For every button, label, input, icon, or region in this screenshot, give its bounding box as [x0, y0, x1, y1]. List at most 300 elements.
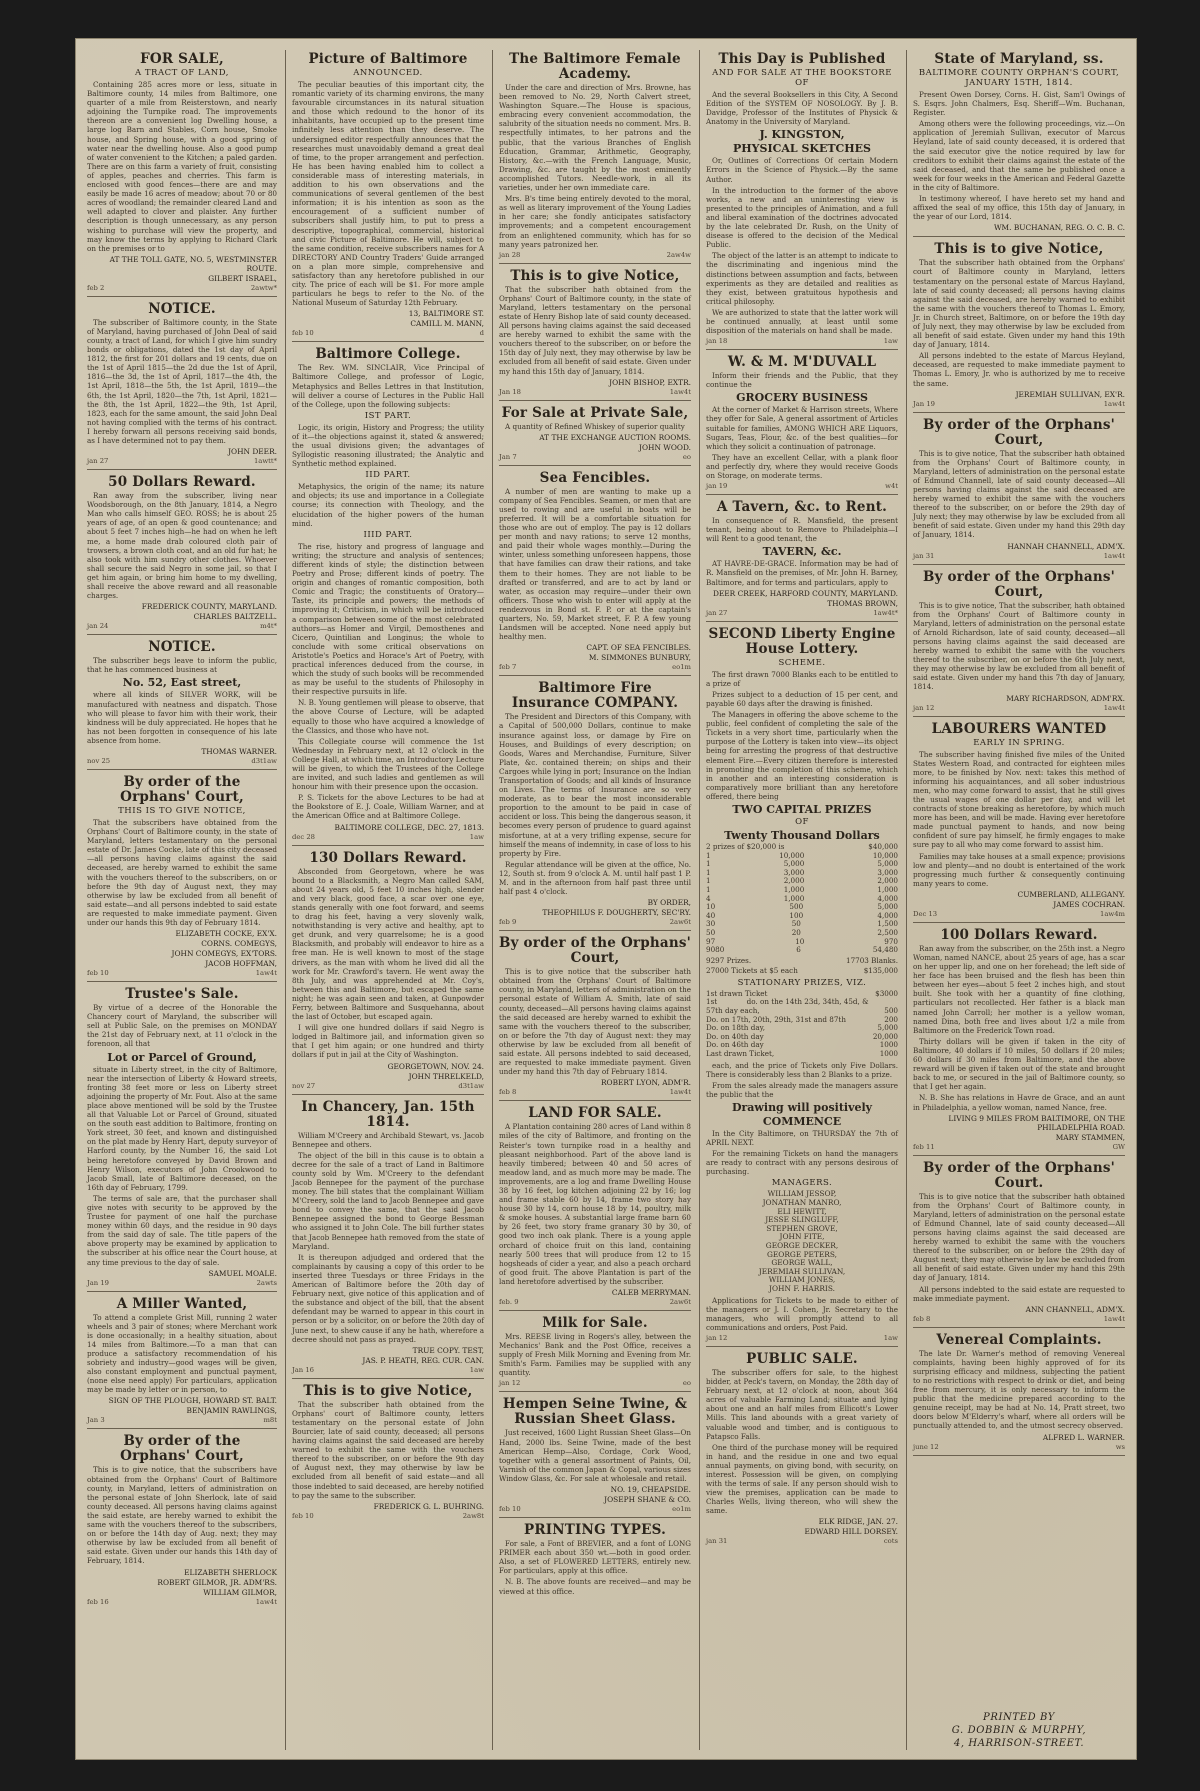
- advertisement: [499, 406, 691, 466]
- ad-signature: JOHN WOOD.: [638, 442, 691, 452]
- ad-date: jan 12: [913, 703, 935, 712]
- ad-insertion-code: 1aw4t: [1103, 1314, 1125, 1323]
- ad-title: Hempen Seine Twine, & Russian Sheet Glass.: [502, 1396, 688, 1428]
- manager-name: ELI HEWITT,: [777, 1206, 827, 1216]
- ad-insertion-code: 1aw4t: [669, 387, 691, 396]
- ad-insertion-code: 1aw4t: [1103, 551, 1125, 560]
- ad-date: Jan 7: [499, 452, 517, 461]
- scheme-cell: 1st drawn Ticket: [706, 988, 768, 998]
- scheme-cell: 970: [884, 936, 898, 946]
- ad-body-text: That the subscriber hath obtained from the Orphans' court of Baltimore county in Maryland, letters testamentary on the personal estate of Marcus Hayland, late of said county deceased; all persons having claims against the said deceased, are hereby warned to exhibit the same with the vouchers thereof to Thomas L. Emory, Jr. in Church street, Baltimore, on or before the 19th day of July next, they may otherwise by law be excluded from all benefit of said estate. Given under my hand this 19th day of January, 1814.: [913, 258, 1125, 350]
- scheme-cell: 1: [706, 884, 711, 894]
- ad-body-text: All persons indebted to the said estate are requested to make immediate payment.: [913, 1284, 1125, 1303]
- ad-signature: M. SIMMONES BUNBURY,: [588, 653, 691, 663]
- ad-body-text: Present Owen Dorsey, Corns. H. Gist, Sam'l Owings of S. Esqrs. John Chalmers, Esq. Sheriff—Wm. Buchanan, Register.: [913, 90, 1125, 118]
- ad-body-text: Among others were the following proceedings, viz.—On application of Jeremiah Sullivan, executor of Marcus Heyland, late of said county deceased, it is ordered that the said executor give the notice required by law for creditors to exhibit their claims against the estate of the said deceased, and that the same be published once a week for four weeks in the American and Federal Gazette in the city of Baltimore.: [913, 119, 1125, 192]
- manager-name: STEPHEN GROVE,: [766, 1223, 838, 1233]
- scheme-cell: 1,000: [877, 884, 898, 894]
- ad-date-line: [706, 609, 898, 617]
- scheme-cell: 50: [706, 927, 716, 937]
- ad-signature: ELIZABETH COCKE, EX'X.: [175, 929, 277, 939]
- scheme-cell: Do. on 46th day: [706, 1040, 764, 1050]
- ad-date: Jan 18: [499, 387, 521, 396]
- ad-date: Dec 13: [913, 909, 938, 918]
- ad-signature: WILLIAM GILMOR,: [203, 1587, 277, 1597]
- ad-body-text: Mrs. REESE living in Rogers's alley, between the Mechanics' Bank and the Post Office, receives a supply of Fresh Milk Morning and Evening from Mr. Smith's Farm. Families may be supplied with any quantity.: [499, 1332, 691, 1378]
- ad-section-head: IID PART.: [365, 470, 411, 481]
- scheme-cell: 20: [791, 927, 801, 937]
- ad-body-text: N. B. Young gentlemen will please to observe, that the above Course of Lecture, will be adapted equally to those who have acquired a knowledge of the Classics, and those who have not.: [292, 698, 484, 735]
- advertisement: [87, 1297, 277, 1430]
- ad-date: jan 28: [499, 250, 521, 259]
- ad-body-text: Applications for Tickets to be made to either of the managers or J. I. Cohen, Jr. Secretary to the managers, who will promptly attend to all communications and orders, Post Paid.: [706, 1295, 898, 1332]
- ad-signature: ELIZABETH SHERLOCK: [184, 1567, 277, 1577]
- ad-title: PRINTING TYPES.: [523, 1522, 667, 1539]
- ad-date-line: [499, 663, 691, 671]
- scheme-cell: 4,000: [877, 893, 898, 903]
- manager-name: GEORGE WALL,: [771, 1258, 833, 1268]
- ad-insertion-code: eo: [682, 1379, 691, 1388]
- advertisement: [87, 52, 277, 297]
- ad-signature: HANNAH CHANNELL, ADM'X.: [1007, 541, 1125, 551]
- printer-line2: G. DOBBIN & MURPHY,: [951, 1725, 1087, 1736]
- ad-body-text: And the several Booksellers in this City, A Second Edition of the SYSTEM OF NOSOLOGY. By J. B. Davidge, Professor of the Institutes of Physick & Anatomy in the University of Maryland.: [706, 90, 898, 127]
- ad-title: Sea Fencibles.: [539, 469, 651, 486]
- ad-body-text: The subscriber offers for sale, to the highest bidder, at Peck's tavern, on Monday, the 28th day of February next, at 12 o'clock at noon, about 364 acres of valuable Farming Land; situate and lying about one and an half miles from Ellicott's Lower Mills. This land abounds with a great variety of valuable wood and timber, and is contiguous to Patapsco Falls.: [706, 1367, 898, 1441]
- ad-signature: JACOB HOFFMAN,: [205, 959, 277, 969]
- ad-date: feb 11: [913, 1142, 935, 1151]
- ad-location: AT THE TOLL GATE, NO. 5, WESTMINSTER ROUTE.: [109, 254, 277, 273]
- ad-signature: JAMES COCHRAN.: [1053, 899, 1125, 909]
- advertisement: [913, 722, 1125, 923]
- ad-date-line: [292, 1512, 484, 1520]
- ad-signature: ROBERT GILMOR, JR. ADM'RS.: [157, 1577, 277, 1587]
- ad-signature: BENJAMIN RAWLINGS,: [186, 1406, 277, 1416]
- scheme-cell: 27000 Tickets at $5 each: [706, 966, 798, 976]
- ad-title: By order of the Orphans' Court,: [923, 416, 1115, 448]
- ad-location: BALTIMORE COLLEGE, DEC. 27, 1813.: [334, 822, 484, 832]
- ad-section-head: IIID PART.: [363, 529, 413, 540]
- ad-body-text: That the subscriber hath obtained from the Orphans' court of Baltimore county, letters testamentary on the personal estate of John Bourcier, late of said county, deceased; all persons having claims against the said deceased are hereby warned to exhibit the same with the vouchers thereof to the subscriber, on or before the 9th day of August next, they may otherwise by law be excluded from all benefit of said estate—and all those indebted to said deceased, are hereby notified to pay the same to the subscriber.: [292, 1399, 484, 1500]
- ad-date: jan 19: [706, 482, 728, 491]
- ad-date-line: [913, 1315, 1125, 1323]
- ad-body-text: The late Dr. Warner's method of removing Venereal complaints, having been highly approved of for its surprising efficacy and mildness, subjecting the patient to no restrictions with respect to drink or diet, and being free from mercury, it is only necessary to inform the public that the medicine prepared according to the genuine receipt, may be had at No. 14, Pratt street, two doors below M'Elderry's wharf, where all orders will be punctually attended to, and the utmost secrecy observed.: [913, 1348, 1125, 1431]
- ad-body-text: N. B. The above founts are received—and may be viewed at this office.: [499, 1577, 691, 1596]
- ad-signature: THOMAS WARNER.: [201, 746, 277, 756]
- ad-signature: CAMILL M. MANN,: [410, 319, 484, 329]
- ad-signature: GILBERT ISRAEL,: [208, 273, 277, 283]
- ad-date-line: [499, 1505, 691, 1513]
- ad-title: By order of the Orphans' Court,: [499, 935, 691, 967]
- advertisement: [499, 269, 691, 401]
- scheme-cell: 2,000: [783, 876, 805, 886]
- advertisement: [87, 987, 277, 1292]
- scheme-cell: 10,000: [872, 850, 898, 860]
- manager-name: JEREMIAH SULLIVAN,: [758, 1266, 846, 1276]
- ad-body-text: Just received, 1600 Light Russian Sheet Glass—On Hand, 2000 lbs. Seine Twine, made of the best American Hemp—Also, Cordage, Cork Wood, together with a general assortment of Paints, Oil, Varnish of the common Japan & Copal, various sizes Window Glass, &c. For sale at wholesale and retail.: [499, 1428, 691, 1483]
- ad-body-text: N. B. She has relations in Havre de Grace, and an aunt in Philadelphia, a yellow woman, named Nance, free.: [913, 1093, 1125, 1112]
- ad-emphasis: J. KINGSTON,: [759, 128, 845, 142]
- ad-subtitle: A TRACT OF LAND,: [135, 68, 229, 78]
- ad-subtitle: BALTIMORE COUNTY ORPHAN'S COURT, JANUARY 15TH, 1814.: [918, 68, 1120, 88]
- scheme-total-row: [706, 957, 898, 966]
- ad-body-text: We are authorized to state that the latter work will be continued annually, at least until some disposition of the materials on hand shall be made.: [706, 307, 898, 336]
- ad-body-text: The first drawn 7000 Blanks each to be entitled to a prize of: [706, 669, 898, 688]
- ad-body-text: By virtue of a decree of the Honorable the Chancery court of Maryland, the subscriber will sell at Public Sale, on the premises on MONDAY the 21st day of February next, at 11 o'clock in the forenoon, all that: [87, 1003, 277, 1049]
- ad-emphasis-small: OF: [795, 816, 809, 827]
- advertisement: [499, 1316, 691, 1392]
- ad-title: PUBLIC SALE.: [746, 1350, 858, 1367]
- column-2: [285, 50, 490, 1750]
- ad-section-text: The rise, history and progress of language and writing; the structure and analysis of sentences; different kinds of style; the distinction between Poetry and Prose; different kinds of poetry. The origin and changes of romantic composition, both Comic and Tragic; the constituents of Oratory—Taste, its principle and powers; the methods of improving it; Criticism, in which will be introduced a comparison between some of the most celebrated authors—as Homer and Virgil, Demosthenes and Cicero, Quintilian and Longinus; the whole to conclude with some critical observations on Aristotle's Poetics and Horace's Art of Poetry, with practical inferences deduced from the course, in which the study of such books will be recommended as may be useful to the students of Philosophy in their respective pursuits in life.: [292, 541, 484, 697]
- ad-date: jan 24: [87, 622, 109, 631]
- ad-insertion-code: eo: [682, 452, 691, 461]
- printer-line1: PRINTED BY: [983, 1712, 1055, 1723]
- ad-location: GEORGETOWN, NOV. 24.: [387, 1061, 484, 1071]
- ad-insertion-code: d3t1aw: [251, 756, 277, 765]
- scheme-row: [706, 946, 898, 955]
- ad-date-line: [913, 552, 1125, 560]
- ad-body-text: I will give one hundred dollars if said Negro is lodged in Baltimore jail, and information given so that I get him again; or one hundred and thirty dollars if put in jail at the City of Washington.: [292, 1023, 484, 1060]
- ad-body-text: each, and the price of Tickets only Five Dollars. There is considerably less than 2 Blanks to a prize.: [706, 1060, 898, 1079]
- ad-emphasis: TAVERN, &c.: [762, 545, 842, 559]
- ad-body-text: The peculiar beauties of this important city, the romantic variety of its charming environs, the many favourable circumstances in its natural situation and those which redound to the honor of its inhabitants, have occupied up to the present time infinitely less attention than they deserve. The undersigned editor respectfully announces that the researches must unavoidably demand a great deal of time, to the proper arrangement and perfection. He has been having enabled him to collect a considerable mass of interesting materials, in addition to his own observations and the communications of several gentlemen of the best information; it is his intention as soon as the encouragement of a sufficient number of subscribers shall justify him, to put to press a descriptive, topographical, commercial, historical and civic Picture of Baltimore. He will, subject to the same condition, receive subscribers names for A DIRECTORY AND Country Traders' Guide arranged on a plan more simple, comprehensive and satisfactory than any heretofore published in our city. The price of each will be $1. For more ample particulars he begs to refer to the No. of the National Museum of Saturday 12th February.: [292, 80, 484, 308]
- ad-subtitle: THIS IS TO GIVE NOTICE,: [118, 805, 246, 816]
- manager-name: JOHN FITE,: [779, 1232, 825, 1242]
- scheme-cell: Do. on 18th day,: [706, 1023, 765, 1033]
- scheme-cell: 4: [706, 893, 711, 903]
- managers-list: [706, 1190, 898, 1293]
- ad-signature: FREDERICK G. L. BUHRING.: [373, 1501, 484, 1511]
- scheme-cell: 1,500: [877, 919, 898, 929]
- ad-body-text: A Plantation containing 280 acres of Land within 8 miles of the city of Baltimore, and fronting on the Reister's town turnpike road in a healthy and pleasant neighborhood. Part of the above land is heavily timbered; between 40 and 50 acres of meadow land, and as much more may be made. The improvements, are a log and frame Dwelling House 38 by 16 feet, log kitchen adjoining 22 by 16; log and frame stable 60 by 14, frame two story hay house 30 by 14, corn house 18 by 14, poultry, milk & smoke houses. A substantial large frame barn 60 by 26 feet, two story frame granary 30 by 30, of good two inch oak plank. There is a young apple orchard of choice fruit on this land, containing nearly 500 trees that will produce from 12 to 15 hogsheads of cider a year, and also a peach orchard of good fruit. The above Plantation is part of the land heretofore advertised by the subscriber.: [499, 1122, 691, 1286]
- ad-body-text: Under the care and direction of Mrs. Browne, has been removed to No. 29, North Calvert street, Washington Square.—The House is spacious, embracing every convenient accommodation, the salubrity of the situation needs no comment. Mrs. B. respectfully intimates, to her patrons and the public, that the various Branches of English Education, Grammar, Arithmetic, Geography, History, &c.—with the French Language, Music, Drawing, &c. are taught by the most eminently accomplished Tutors. Needle-work, in all its varieties, under her own immediate care.: [499, 83, 691, 193]
- scheme-cell: 5,000: [877, 859, 898, 869]
- advertisement: [913, 418, 1125, 565]
- ad-date: Jan 3: [87, 1416, 105, 1425]
- ad-insertion-code: d3t1aw: [458, 1081, 484, 1090]
- ad-body-text: This is to give notice that the subscriber hath obtained from the Orphans' Court of Baltimore county, in Maryland, letters of administration on the personal estate of Edmund Channel, late of said county deceased—All persons having claims against the said deceased are hereby warned to exhibit the same with the vouchers thereof to the subscriber, on or before the 29th day of August next; they may otherwise by law be excluded from all benefit of said estate. Given under my hand this 29th day of January, 1814.: [913, 1191, 1125, 1283]
- scheme-cell: 3,000: [877, 867, 898, 877]
- ad-signature: JOHN COMEGYS, EX'TORS.: [171, 949, 277, 959]
- ad-insertion-code: d: [479, 329, 484, 338]
- ad-body-text: A quantity of Refined Whiskey of superior quality: [505, 421, 685, 431]
- scheme-cell: 1st: [706, 997, 718, 1007]
- ad-emphasis: Twenty Thousand Dollars: [724, 828, 880, 842]
- ad-signature: JEREMIAH SULLIVAN, EX'R.: [1015, 389, 1125, 399]
- ad-body-text: A number of men are wanting to make up a company of Sea Fencibles. Seamen, or men that are used to rowing and are useful in boats will be preferred. It will be a comfortable situation for those who are out of employ. The pay is 12 dollars per month and navy rations; to serve 12 months, and paid their whole wages monthly.—During the winter, unless something unforeseen happens, those that have families can draw their rations, and take them to their homes. They are not liable to be drafted or transferred, and are to act by land or water, as occasion may require—under their own officers. Those who wish to enter will apply at the rendezvous in Bond st. F. P. or at the captain's quarters, No. 59, Market street, F. P. A few young Landsmen will be accepted. None need apply but healthy men.: [499, 486, 691, 642]
- ad-date-line: [499, 1298, 691, 1306]
- column-4: [699, 50, 904, 1750]
- scheme-cell: 9297 Prizes.: [706, 955, 752, 965]
- scheme-cell: 1: [706, 867, 711, 877]
- ad-body-text: Thirty dollars will be given if taken in the city of Baltimore, 40 dollars if 10 miles, 50 dollars if 20 miles; 60 dollars if 30 miles from Baltimore, and the above reward will be given if taken out of the state and brought back to me, or secured in the jail of Baltimore county, so that I get her again.: [913, 1036, 1125, 1092]
- ad-date: Jan 16: [292, 1365, 314, 1374]
- advertisement: [292, 1100, 484, 1379]
- ad-signature: JOHN THRELKELD,: [408, 1071, 484, 1081]
- ad-body-text: This is to give notice that the subscriber hath obtained from the Orphans' Court of Baltimore county, in Maryland, letters of administration on the personal estate of William A. Smith, late of said county, deceased—All persons having claims against the said deceased are hereby warned to exhibit the same with the vouchers thereof to the subscriber, on or before the 7th day of August next: they may otherwise by law be excluded from all benefit of said estate. All persons indebted to said deceased, are requested to make immediate payment. Given under my hand this 7th day of February 1814.: [499, 967, 691, 1077]
- ad-title: This is to give Notice,: [934, 241, 1104, 258]
- scheme-cell: 6: [796, 945, 801, 955]
- ad-body-text: Prizes subject to a deduction of 15 per cent, and payable 60 days after the drawing is finished.: [706, 689, 898, 708]
- advertisement: [499, 52, 691, 264]
- ad-body-text: One third of the purchase money will be required in hand, and the residue in one and two equal annual payments, on giving bond, with security, on interest. Possession will be given, on complying with the terms of sale. If any person should wish to view the premises, application can be made to Charles Wells, living thereon, who will shew the same.: [706, 1442, 898, 1516]
- ad-emphasis: Drawing will positively: [731, 1101, 873, 1114]
- ad-location: CUMBERLAND, ALLEGANY.: [1017, 889, 1125, 899]
- ad-insertion-code: 1aw4t: [1103, 703, 1125, 712]
- ad-body-text: In consequence of R. Mansfield, the present tenant, being about to Remove to Philadelphia—I will Rent to a good tenant, the: [706, 516, 898, 544]
- ad-date-line: [706, 1537, 898, 1545]
- ad-body-text: William M'Creery and Archibald Stewart, vs. Jacob Bennepee and others.: [292, 1130, 484, 1149]
- ad-date-line: [292, 833, 484, 841]
- ad-signature: EDWARD HILL DORSEY.: [804, 1527, 898, 1537]
- advertisement: [87, 775, 277, 982]
- advertisement: [499, 1106, 691, 1311]
- advertisement: [913, 242, 1125, 412]
- advertisement: [706, 627, 898, 1347]
- advertisement: [913, 1333, 1125, 1456]
- scheme-cell: 50: [791, 919, 801, 929]
- ad-date: feb 2: [87, 283, 105, 292]
- ad-insertion-code: 2awts: [256, 1278, 277, 1287]
- ad-location: TRUE COPY. TEST,: [412, 1345, 484, 1355]
- ad-date: jan 31: [706, 1537, 728, 1546]
- ad-body-text: In testimony whereof, I have hereto set my hand and affixed the seal of my office, this 15th day of January, in the year of our Lord, 1814.: [913, 194, 1125, 222]
- ad-body-text: Ran away from the subscriber, on the 25th inst. a Negro Woman, named NANCE, about 25 years of age, has a scar on her upper lip, and one on her forehead; the left side of her face has been bruised and the flesh has been thin between her eyes—about 5 feet 2 inches high, and stout built. She took with her a quantity of fine clothing, particulars not recollected. Her father is a black man named John Carroll; her mother is a yellow woman, named Dina, both free and lives about 1/2 a mile from Baltimore on the Frederick Town road.: [913, 943, 1125, 1035]
- ad-body-text: This is to give notice, That the subscriber, hath obtained from the Orphans' Court of Baltimore county in Maryland, letters of administration on the personal estate of Arnold Richardson, late of said county, deceased—all persons having claims against the said deceased are hereby warned to exhibit the same with the vouchers thereof to the subscriber, on or before the 6th July next, they may otherwise by law be excluded from all benefit of said estate. Given under my hand this 7th day of January, 1814.: [913, 600, 1125, 692]
- newspaper-page: [75, 38, 1137, 1760]
- ad-emphasis: COMMENCE: [762, 1115, 842, 1128]
- ad-body-text: The subscriber having finished five miles of the United States Western Road, and contracted for eighteen miles more, to be finished by Nov. next: takes this method of informing his acquaintances, and all sober industrious men, who may come forward to assist, that he still gives the usual wages of one dollar per day, and will let contracts of stone breaking as heretofore, by which much more has been, and will be made. Having ever heretofore made punctual payment to hands, and now being confident of sure pay himself, he firmly engages to make sure pay to all who may come forward to assist him.: [913, 749, 1125, 850]
- ad-date-line: [292, 329, 484, 337]
- ad-date-line: [499, 388, 691, 396]
- ad-date-line: [87, 1279, 277, 1287]
- ad-location: 13, BALTIMORE ST.: [408, 309, 484, 319]
- ad-date: Jan 19: [913, 399, 935, 408]
- ad-body-text: At the corner of Market & Harrison streets, Where they offer for Sale, A general assortment of Articles suitable for families, AMONG WHICH ARE Liquors, Sugars, Teas, Flour, &c. of the best qualities—for which they solicit a continuation of patronage.: [706, 405, 898, 451]
- ad-body-text: Families may take houses at a small expence; provisions low and plenty—and no doubt is entertained of the work progressing much further & consequently continuing many years to come.: [913, 851, 1125, 888]
- advertisement: [706, 355, 898, 495]
- ad-date: feb 7: [499, 663, 517, 672]
- scheme-cell: 30: [706, 919, 716, 929]
- scheme-cell: 40: [706, 910, 716, 920]
- ad-signature: JOHN BISHOP, EXTR.: [609, 377, 691, 387]
- scheme-cell: 9080: [706, 945, 725, 955]
- scheme-row: [706, 912, 898, 921]
- ad-insertion-code: ws: [1115, 1442, 1125, 1451]
- ad-date-line: [87, 969, 277, 977]
- ad-insertion-code: 1aw: [883, 1333, 898, 1342]
- ad-body-text: The terms of sale are, that the purchaser shall give notes with security to be approved by the Trustee for payment of one half the purchase money within 60 days, and the residue in 90 days from the said day of sale. The title papers of the above property may be examined by application to the subscriber at his office near the Court house, at any time previous to the day of sale.: [87, 1193, 277, 1267]
- ad-insertion-code: 1aw4t: [1103, 399, 1125, 408]
- scheme-cell: 5,000: [877, 1023, 898, 1033]
- ad-title: 50 Dollars Reward.: [108, 474, 256, 491]
- ad-title: By order of the Orphans' Court,: [120, 773, 244, 805]
- ad-insertion-code: eo1m: [672, 663, 691, 672]
- ad-title: Baltimore Fire Insurance COMPANY.: [511, 680, 679, 712]
- advertisement: [706, 500, 898, 622]
- scheme-cell: 1,000: [783, 884, 805, 894]
- scheme-cell: $135,000: [863, 966, 898, 976]
- ad-body-text: Inform their friends and the Public, that they continue the: [706, 371, 898, 390]
- manager-name: GEORGE PETERS,: [767, 1249, 837, 1259]
- ad-subtitle: SCHEME.: [778, 657, 826, 668]
- ad-date-line: [913, 704, 1125, 712]
- ad-body-text: situate in Liberty street, in the city of Baltimore, near the intersection of Liberty & Howard streets, fronting 38 feet more or less on Liberty street adjoining the property of Mr. Fout. Also at the same place above mentioned will be sold by the Trustee all that Valuable Lot or Parcel of Ground, situated on the south east addition to Baltimore, fronting on York street, 30 feet, and known and distinguished on the plat made by Henry Hart, deputy surveyor of Harford county, by the Number 16, the said Lot being heretofore conveyed by David Brown and Henry Wilson, executors of John Crookwood to Jacob Small, late of Baltimore deceased, on the 16th day of February, 1799.: [87, 1064, 277, 1192]
- ad-title: Picture of Baltimore: [308, 51, 468, 67]
- column-5: [906, 50, 1131, 1750]
- ad-title: For Sale at Private Sale,: [501, 404, 689, 421]
- ad-date-line: [292, 1366, 484, 1374]
- ad-date-line: [706, 1334, 898, 1342]
- ad-emphasis: PHYSICAL SKETCHES: [732, 142, 871, 156]
- ad-emphasis: GROCERY BUSINESS: [736, 391, 868, 405]
- ad-insertion-code: m8t: [263, 1416, 277, 1425]
- ad-body-text: That the subscriber hath obtained from the Orphans' Court of Baltimore county, in the state of Maryland, letters testamentary on the personal estate of Henry Bishop late of said county deceased. All persons having claims against the said deceased are hereby warned to exhibit the same with the vouchers thereof to the subscriber, on or before the 15th day of July next, they may otherwise by law be excluded from all benefit of said estate. Given under my hand this 15th day of January, 1814.: [499, 284, 691, 376]
- ad-body-text: Ran away from the subscriber, living near Woodsborough, on the 8th January, 1814, a Negro Man who calls himself GEO. ROSS; he is about 25 years of age, of an open & good countenance; and about 5 feet 7 inches high—he had on when he left me, a home made drab coloured cloth pair of trowsers, a brown cloth coat, and an old fur hat; he also took with him sundry other clothes. Whoever shall secure the said Negro in some jail, so that I get him again, or bring him home to my dwelling, shall receive the above reward and all reasonable charges.: [87, 491, 277, 601]
- ad-signature: JAS. P. HEATH, REG. CUR. CAN.: [362, 1355, 484, 1365]
- ad-body-text: This Collegiate course will commence the 1st Wednesday in February next, at 12 o'clock in the College Hall, at which time, an Introductory Lecture will be given, to which the Trustees of the College are invited, and such ladies and gentlemen as will honour him with their presence upon the occasion.: [292, 736, 484, 792]
- scheme-cell: 5,000: [783, 859, 805, 869]
- ad-date: june 12: [913, 1442, 939, 1451]
- scheme-cell: 54,480: [872, 945, 898, 955]
- scheme-cell: 1: [706, 859, 711, 869]
- ad-insertion-code: eo1m: [672, 1505, 691, 1514]
- ad-body-text: For sale, a Font of BREVIER, and a font of LONG PRIMER each about 350 wt.—both in good order. Also, a set of FLOWERED LETTERS, entirely new. For particulars, apply at this office.: [499, 1539, 691, 1576]
- ad-body-text: P. S. Tickets for the above Lectures to be had at the Bookstore of E. J. Coale, William Warner, and at the American Office and at Baltimore College.: [292, 793, 484, 821]
- ad-date-line: [87, 1416, 277, 1424]
- ad-title: NOTICE.: [148, 639, 216, 656]
- scheme-cell: 1000: [879, 1049, 898, 1059]
- ad-title: By order of the Orphans' Court.: [923, 1159, 1115, 1191]
- ad-title: Venereal Complaints.: [936, 1331, 1102, 1348]
- scheme-cell: Do. on 40th day: [706, 1031, 764, 1041]
- ad-insertion-code: 2awtw*: [250, 283, 277, 292]
- scheme-cell: 1,000: [783, 893, 805, 903]
- ad-date: feb 8: [499, 1088, 517, 1097]
- scheme-cell: Do. on 17th, 20th, 29th, 31st and 87th: [706, 1014, 846, 1024]
- ad-location: ELK RIDGE, JAN. 27.: [818, 1517, 898, 1527]
- scheme-cell: 17703 Blanks.: [846, 955, 898, 965]
- ad-signature: ROBERT LYON, ADM'R.: [600, 1078, 691, 1088]
- advertisement: [292, 347, 484, 845]
- ad-signature: CORNS. COMEGYS,: [201, 939, 277, 949]
- scheme-cell: 3,000: [783, 867, 805, 877]
- ad-date: dec 28: [292, 832, 315, 841]
- ad-insertion-code: 2aw6t: [669, 918, 691, 927]
- scheme-totals: [706, 967, 898, 976]
- ad-signature: ANN CHANNELL, ADM'X.: [1025, 1304, 1125, 1314]
- ad-date-line: [913, 400, 1125, 408]
- ad-signature: JOSEPH SHANE & CO.: [604, 1495, 691, 1505]
- ad-date-line: [499, 251, 691, 259]
- ad-body-text: AT HAVRE-DE-GRACE. Information may be had of R. Mansfield on the premises, of Mr. John H. Barney, Baltimore, and for terms and particulars, apply to: [706, 559, 898, 587]
- ad-date-line: [499, 1379, 691, 1387]
- ad-date-line: [499, 918, 691, 926]
- ad-body-text: The subscriber begs leave to inform the public, that he has commenced business at: [87, 656, 277, 675]
- advertisement: [292, 1384, 484, 1524]
- ad-location: DEER CREEK, HARFORD COUNTY, MARYLAND.: [712, 588, 898, 598]
- ad-date: feb 9: [499, 918, 517, 927]
- ad-title: Baltimore College.: [315, 346, 461, 363]
- advertisement: [87, 640, 277, 770]
- scheme-cell: 2 prizes of $20,000 is: [706, 841, 785, 851]
- advertisement: [499, 681, 691, 931]
- ad-insertion-code: GW: [1112, 1142, 1125, 1151]
- manager-name: JESSE SLINGLUFF,: [765, 1215, 839, 1225]
- ad-body-text: In the introduction to the former of the above works, a new and an uninteresting view is presented to the principles of Animation, and a full and liberal examination of the doctrines advocated by the late celebrated Dr. Rush, on the Unity of disease is offered to the decision of the Medical Public.: [706, 185, 898, 250]
- ad-title: LABOURERS WANTED: [931, 720, 1107, 737]
- advertisement: [499, 471, 691, 677]
- ad-date-line: [913, 1443, 1125, 1451]
- ad-date: nov 25: [87, 756, 111, 765]
- scheme-cell: 57th day each,: [706, 1006, 760, 1016]
- ad-body-text: For the remaining Tickets on hand the managers are ready to contract with any persons desirous of purchasing.: [706, 1149, 898, 1177]
- ad-date: jan 12: [706, 1333, 728, 1342]
- ad-body-text: where all kinds of SILVER WORK, will be manufactured with neatness and dispatch. Those who will please to favor him with their work, their kindness will be duly appreciated. He hopes that he has not been forgotten in consequence of his late absence from home.: [87, 690, 277, 745]
- ad-insertion-code: 1aw: [469, 832, 484, 841]
- scheme-row: [706, 1050, 898, 1059]
- stationary-prizes-table: [706, 990, 898, 1059]
- ad-date: Jan 19: [87, 1278, 109, 1287]
- scheme-cell: 10: [795, 936, 805, 946]
- ad-title: A Miller Wanted,: [116, 1295, 248, 1312]
- ad-title: Trustee's Sale.: [125, 986, 239, 1003]
- ad-location: FREDERICK COUNTY, MARYLAND.: [141, 602, 277, 612]
- ad-signature: JOHN DEER.: [228, 447, 277, 457]
- scheme-cell: 4,000: [877, 910, 898, 920]
- scheme-cell: 500: [884, 1006, 898, 1016]
- scheme-totals: [706, 957, 898, 966]
- advertisement: [292, 851, 484, 1095]
- ad-insertion-code: 1aw4t: [255, 969, 277, 978]
- scheme-cell: 10,000: [779, 850, 805, 860]
- ad-body-text: The Managers in offering the above scheme to the public, feel confident of completing the sale of the Tickets in a very short time, particularly when the purpose of the Lottery is taken into view—its object being for arresting the progress of that destructive element Fire.—Every citizen therefore is interested in promoting the completion of this scheme, which in another and an interesting consideration is comparatively more brilliant than any heretofore offered, there being: [706, 710, 898, 801]
- ad-signature: CALEB MERRYMAN.: [611, 1288, 691, 1297]
- ad-signature: CHARLES BALTZELL.: [193, 612, 277, 622]
- ad-insertion-code: m4t*: [260, 622, 277, 631]
- ad-body-text: The subscriber of Baltimore county, in the State of Maryland, having purchased of John Deal of said county, a tract of Land, for which I give him sundry bonds or obligations, dated the 1st day of April 1812, the first for 201 dollars and 19 cents, due on the 1st of April 1815—the 2d due the 1st of April, 1816—the 3d, the 1st of April, 1817—the 4th, the 1st April, 1818—the 5th, the 1st April, 1819—the 6th, the 1st April, 1820—the 7th, 1st April, 1821—the 8th, the 1st April, 1822—the 9th, 1st April, 1823, each for the same amount, the said John Deal not having complied with the terms of his contract. I hereby forwarn all persons receiving said bonds, as I have determined not to pay them.: [87, 317, 277, 445]
- ad-title: State of Maryland, ss.: [934, 51, 1104, 67]
- ad-body-text: This is to give notice, That the subscriber hath obtained from the Orphans' Court of Baltimore county, in Maryland, letters of administration on the personal estate of Edmund Channell, late of said county deceased—All persons having claims against the said deceased are hereby warned to exhibit the same with the vouchers thereof to the subscriber, on or before the 29th day of July next; they may otherwise by law be excluded from all benefit of said estate. Given under my hand this 29th day of January, 1814.: [913, 448, 1125, 540]
- scheme-cell: 2,500: [877, 927, 898, 937]
- ad-title: A Tavern, &c. to Rent.: [716, 499, 888, 516]
- ad-signature: THOMAS BROWN,: [827, 598, 898, 608]
- ad-date: feb 10: [499, 1505, 521, 1514]
- ad-date: jan 31: [913, 551, 935, 560]
- ad-title: Milk for Sale.: [542, 1315, 648, 1331]
- ad-title: 130 Dollars Reward.: [309, 849, 467, 866]
- ad-title: This is to give Notice,: [510, 267, 680, 284]
- column-1: [81, 50, 283, 1750]
- scheme-cell: 2,000: [877, 876, 898, 886]
- advertisement: [499, 936, 691, 1101]
- ad-signature: THEOPHILUS F. DOUGHERTY, SEC'RY.: [542, 908, 691, 918]
- scheme-cell: 97: [706, 936, 716, 946]
- advertisement: [87, 475, 277, 635]
- ad-date-line: [706, 337, 898, 345]
- scheme-cell: 1: [706, 876, 711, 886]
- lottery-scheme-table: [706, 843, 898, 955]
- ad-title: SECOND Liberty Engine House Lottery.: [708, 625, 896, 657]
- ad-signature: MARY RICHARDSON, ADM'RX.: [1006, 693, 1125, 703]
- ad-signature: MARY STAMMEN,: [1055, 1132, 1125, 1142]
- ad-emphasis: TWO CAPITAL PRIZES: [732, 802, 872, 816]
- manager-name: JONATHAN MANRO,: [762, 1198, 842, 1208]
- ad-location: AT THE EXCHANGE AUCTION ROOMS.: [539, 432, 691, 442]
- ad-location: BY ORDER,: [647, 898, 691, 908]
- advertisement: [913, 570, 1125, 717]
